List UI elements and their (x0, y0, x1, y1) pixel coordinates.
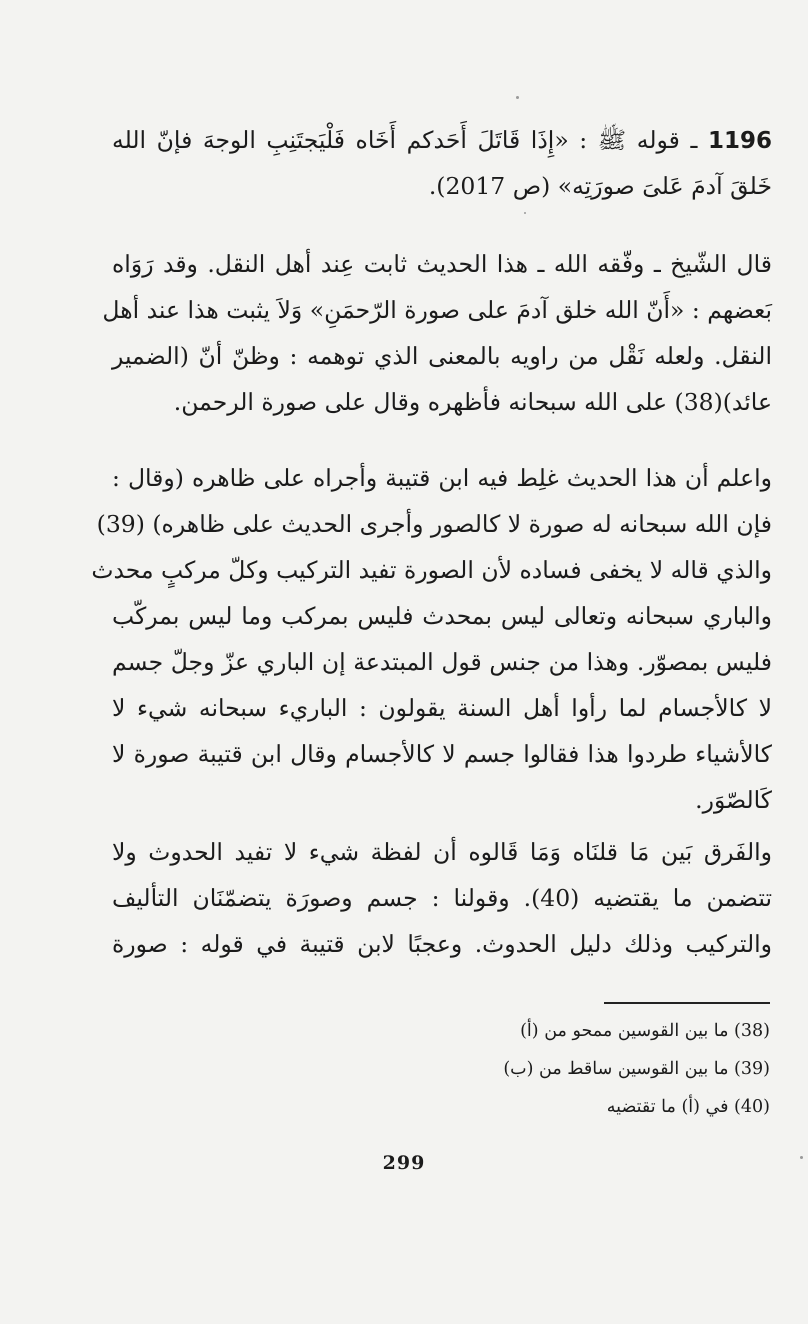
text-line: النقل. ولعله نَقْل من راويه بالمعنى الذي توهمه : وظنّ أنّ (الضمير (112, 342, 772, 370)
text-line: قال الشّيخ ـ وفّقه الله ـ هذا الحديث ثابت عِند أهل النقل. وقد رَوَاه (112, 250, 772, 278)
line-text: ـ قوله ﷺ : «إِذَا قَاتَلَ أَحَدكم أَخَاه فَلْيَجتَنِبِ الوجهَ فإنّ الله (112, 126, 698, 154)
hadith-number: 1196 (707, 128, 772, 154)
scan-speck (800, 1156, 803, 1159)
footnote-separator (604, 1002, 770, 1004)
text-line: والذي قاله لا يخفى فساده لأن الصورة تفيد التركيب وكلّ مركبٍ محدث (91, 556, 772, 584)
text-line: كالأشياء طردوا هذا فقالوا جسم لا كالأجسام وقال ابن قتيبة صورة لا (112, 740, 772, 768)
commentary-paragraph (102, 241, 772, 425)
footnote: (39) ما بين القوسين ساقط من (ب) (503, 1059, 770, 1079)
commentary-paragraph (112, 829, 772, 967)
text-line: بَعضهم : «أَنّ الله خلق آدمَ على صورة الرّحمَنِ» وَلاَ يثبت هذا عند أهل (102, 296, 772, 324)
text-line: لا كالأجسام لما رأوا أهل السنة يقولون : الباريء سبحانه شيء لا (112, 694, 772, 722)
text-line: تتضمن ما يقتضيه (40). وقولنا : جسم وصورَة يتضمّنَان التأليف (112, 884, 772, 912)
commentary-paragraph (91, 455, 772, 823)
footnote: (40) في (أ) ما تقتضيه (606, 1097, 770, 1117)
footnote: (38) ما بين القوسين ممحو من (أ) (520, 1021, 770, 1041)
text-line: والفَرق بَين مَا قلنَاه وَمَا قَالوه أن لفظة شيء لا تفيد الحدوث ولا (112, 838, 772, 866)
text-line (112, 117, 772, 163)
text-line: فليس بمصوّر. وهذا من جنس قول المبتدعة إن الباري عزّ وجلّ جسم (112, 648, 772, 676)
text-line: خَلقَ آدمَ عَلىَ صورَتِه» (ص 2017). (428, 172, 772, 200)
hadith-paragraph (112, 117, 772, 209)
text-line: كَالصّوَر. (695, 786, 772, 814)
page-number: 299 (382, 1152, 426, 1174)
text-line: واعلم أن هذا الحديث غلِط فيه ابن قتيبة وأجراه على ظاهره (وقال : (112, 464, 772, 492)
footnotes (300, 1012, 770, 1126)
text-line: عائد)(38) على الله سبحانه فأظهره وقال على صورة الرحمن. (173, 388, 772, 416)
text-line: فإن الله سبحانه له صورة لا كالصور وأجرى الحديث على ظاهره) (39) (96, 510, 772, 538)
text-line: والباري سبحانه وتعالى ليس بمحدث فليس بمركب وما ليس بمركّب (112, 602, 772, 630)
text-line: والتركيب وذلك دليل الحدوث. وعجبًا لابن قتيبة في قوله : صورة (112, 930, 772, 958)
scan-speck (524, 212, 526, 214)
scan-speck (516, 96, 519, 99)
